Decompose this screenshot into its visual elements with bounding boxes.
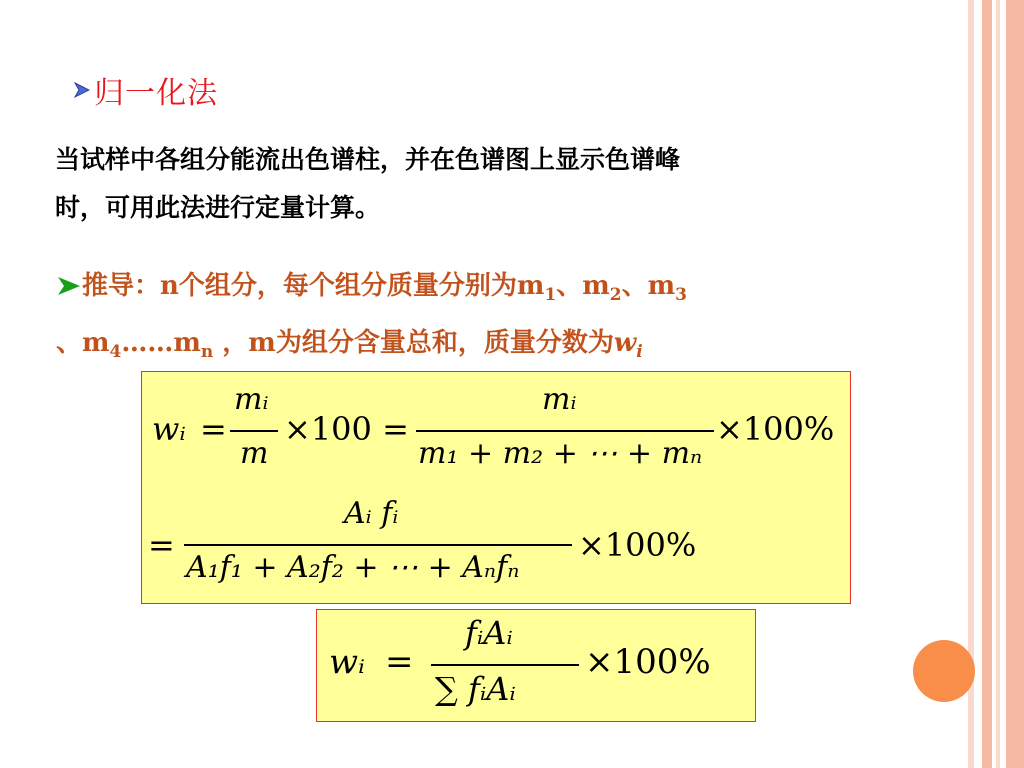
derivation-t1: n个组分，每个组分质量分别为m [160, 271, 545, 301]
f1-eq: = [200, 410, 227, 448]
f1-eq2: = [148, 526, 175, 564]
f1-frac3-bar [184, 544, 572, 546]
page-title: 归一化法 [94, 76, 218, 111]
decorative-circle [913, 640, 975, 702]
derivation-sn: n [200, 342, 214, 363]
derivation-s2: 2 [609, 285, 622, 306]
f1-times100: ×100 = [284, 410, 409, 448]
derivation-wi: w [613, 328, 637, 359]
right-stripe-2 [996, 0, 1000, 768]
derivation-t2: 、m [556, 271, 610, 301]
f1-frac3-num: Aᵢ fᵢ [344, 496, 399, 531]
formula-box-1 [141, 371, 851, 604]
derivation-t6: ，m为组分含量总和，质量分数为 [213, 328, 614, 359]
f1-frac2-num: mᵢ [542, 382, 577, 417]
f2-num: fᵢAᵢ [465, 614, 513, 652]
f1-percent: ×100% [716, 410, 835, 448]
f2-den: ∑ fᵢAᵢ [435, 670, 516, 708]
derivation-t4: 、m [56, 328, 110, 359]
right-stripe-1 [982, 0, 992, 768]
derivation-s4: 4 [109, 342, 122, 363]
f1-lhs: wᵢ [152, 410, 186, 448]
derivation-t5: ……m [121, 328, 201, 359]
bullet-arrow-icon [56, 276, 82, 296]
bullet-arrow-icon [74, 81, 90, 99]
f1-frac3-den: A₁f₁ + A₂f₂ + ⋯ + Aₙfₙ [186, 550, 520, 585]
derivation-prefix: 推导： [82, 271, 161, 301]
derivation-wi-sub: i [636, 342, 643, 363]
derivation-text [56, 262, 936, 376]
f1-frac1-den: m [240, 436, 269, 471]
f1-percent2: ×100% [578, 526, 697, 564]
right-stripe-3 [1006, 0, 1024, 768]
intro-paragraph [55, 136, 935, 232]
f1-frac1-bar [230, 430, 278, 432]
f1-frac2-den: m₁ + m₂ + ⋯ + mₙ [418, 436, 703, 471]
f2-frac-bar [431, 664, 579, 666]
f2-eq: = [385, 642, 414, 682]
f1-frac2-bar [416, 430, 714, 432]
intro-line-2: 时，可用此法进行定量计算。 [55, 193, 381, 222]
derivation-s3: 3 [675, 285, 687, 306]
formula-box-2 [316, 609, 756, 722]
f2-lhs: wᵢ [329, 642, 365, 682]
f1-frac1-num: mᵢ [234, 382, 269, 417]
intro-line-1: 当试样中各组分能流出色谱柱，并在色谱图上显示色谱峰 [55, 145, 681, 174]
f2-percent: ×100% [585, 642, 711, 682]
derivation-t3: 、m [621, 271, 676, 301]
derivation-s1: 1 [544, 285, 557, 306]
title-row [74, 70, 218, 110]
